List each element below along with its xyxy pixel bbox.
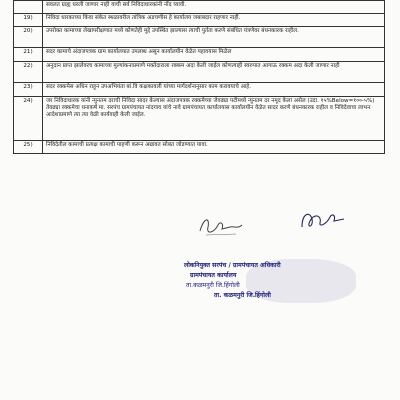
clause-text: निविदा धारकाच्या किंवा संकेत स्थळावरील तांत्रिक अडचणीस हे कार्यालय जबाबदार राहणार नाही. bbox=[43, 14, 385, 27]
clause-text: अनुदान प्राप्त झालेवरच कामाच्या मुल्यांकनाप्रमाणे मक्तेदाराला रक्कम अदा केली जाईल कोणत्याही स्वरुपात आगाऊ रक्कम अदा केली जाणार नाही bbox=[43, 62, 385, 83]
clause-text: जर निविदाधारक यांनी न्युनतम दराची निविदा सादर केल्यास अंदाजपत्रक रक्कमेच्या जेवढ्या पटीमध्ये न्युनतम दर नमूद केला असेल (उदा. १५%Below=१००-५%) तेवढ्या रक्कमेचा धनाकर्ष मा. सरपंच ग्रामपंचायत नांदगाव यांचे नावे ग्रामपंचायत कार्यालयास कार्यालयीन वेळेत सादर करणे बंधनकारक राहील व निविदेवाचा लाभन आदेशाप्रमाणे त्या त्या वेळी कार्यवाही केली जाईल. bbox=[43, 97, 385, 141]
stamp-line: ग्रामपंचायत कार्यालय bbox=[190, 272, 237, 279]
signature-right bbox=[296, 207, 352, 237]
clause-number: 20) bbox=[14, 27, 43, 48]
signature-left bbox=[196, 213, 246, 239]
table-row bbox=[14, 14, 385, 27]
stamp-line: लोकनियुक्त सरपंच / ग्रामपंचायत अधिकारी bbox=[184, 262, 281, 269]
clause-number: 23) bbox=[14, 83, 43, 97]
table-row bbox=[14, 27, 385, 48]
clause-text: सवलत ग्राह्य धरली जाणार नाही याची सर्व निविदाधारकांनी नोंद घ्यावी. bbox=[43, 1, 385, 14]
table-row bbox=[14, 1, 385, 14]
clause-text: सदर रक्कमेस अधिन राहून उपअभियंता बां.वि कक्षकावली यांच्या मार्गदर्शनानुसार काम करावयाचे आहे. bbox=[43, 83, 385, 97]
clause-text: निविदेतील कामाची प्रत्यक्ष कामाची पाहणी करून अद्यावत सोबत जोडण्यात यावा. bbox=[43, 141, 385, 154]
stamp-ink bbox=[246, 259, 356, 303]
table-row bbox=[14, 83, 385, 97]
stamp-line: ता.कळमनुरी जि.हिंगोली bbox=[186, 282, 240, 289]
table-row bbox=[14, 97, 385, 141]
table-row bbox=[14, 62, 385, 83]
clause-number: 22) bbox=[14, 62, 43, 83]
clause-number: 19) bbox=[14, 14, 43, 27]
table-row bbox=[14, 48, 385, 62]
clause-number: 25) bbox=[14, 141, 43, 154]
official-stamp bbox=[176, 261, 376, 301]
clauses-table bbox=[13, 0, 385, 154]
clause-number: 24) bbox=[14, 97, 43, 141]
clause-number bbox=[14, 1, 43, 14]
stamp-line: ता. कळमनुरी जि.हिंगोली bbox=[214, 292, 271, 299]
clause-number: 21) bbox=[14, 48, 43, 62]
clause-text: सदर कामाचे अंदाजपत्रक ग्राम कार्यालयात उपलब्ध असून कार्यालयीन वेळेत पहावयास मिळेल bbox=[43, 48, 385, 62]
clause-text: उपरोक्त कामाच्या लेखापरीक्षणात मध्ये कोणतेही मुद्दे उपस्थित झाल्यास त्याची पुर्तता करणे संबंधित यंत्रणेवर बंधनकारक राहील. bbox=[43, 27, 385, 48]
table-row bbox=[14, 141, 385, 154]
